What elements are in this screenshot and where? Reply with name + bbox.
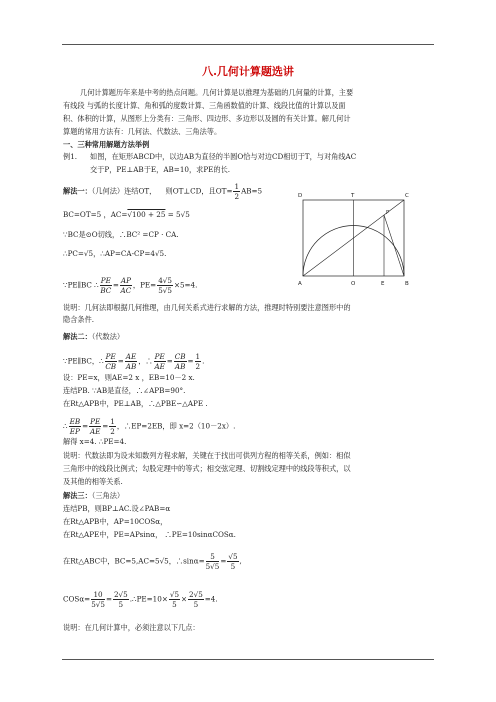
solution-2-note-1: 说明：代数法即为设未知数列方程求解，关键在于找出可供列方程的相等关系，例如：相似	[63, 451, 351, 460]
solution-3-line-1: 连结PB，则BP⊥AC.设∠PAB=α	[63, 504, 171, 513]
label-e: E	[381, 281, 385, 287]
solution-2-ratio: ∵PE∥BC，∴ $\frac{PE}{CB}$ = $\frac{AE}{AB}$ ，∴ $\frac{PE}{AE}$ = $\frac{CB}{AB}$ = $\frac{1}{2}$ .	[63, 352, 205, 371]
solution-3-line-2: 在Rt△APB中，AP=10COSα，	[63, 517, 168, 526]
solution-3-line-3: 在Rt△APE中，PE=APsinα， ∴PE=10sinαCOSα.	[63, 530, 236, 539]
section-heading: 一、三种常用解题方法举例	[63, 140, 150, 149]
solution-3-heading: 解法三：（三角法）	[63, 491, 125, 500]
page-title: 八.几何计算题选讲	[202, 65, 294, 78]
solution-2-similar: 在Rt△APB中，PE⊥AB，∴△PBE∽△APE .	[63, 399, 208, 408]
solution-1-pc: ∴PC=√5，∴AP=CA-CP=4√5.	[63, 249, 167, 258]
solution-1-pe: ∵PE∥BC ∴ $\frac{PE}{BC}$ = $\frac{AP}{AC}$ ，PE= $\frac{4√5}{5√5}$ ×5=4.	[63, 276, 198, 295]
solution-3-cos: COSα= $\frac{10}{5√5}$ = $\frac{2√5}{5}$ .∴PE=10× $\frac{√5}{5}$ × $\frac{2√5}{5}$ =4.	[63, 590, 218, 609]
example-line-1: 如图，在矩形ABCD中，以边AB为直径的半圆O恰与对边CD相切于T，与对角线AC	[90, 152, 357, 161]
solution-3-note: 说明：在几何计算中，必须注意以下几点：	[63, 623, 200, 632]
intro-line-4: 算题的常用方法有：几何法、代数法、三角法等。	[63, 127, 222, 136]
label-p: P	[386, 210, 390, 216]
solution-2-set: 设：PE=x，则AE=2 x ，EB=10－2 x.	[63, 373, 195, 382]
solution-2-heading: 解法二：（代数法）	[63, 332, 125, 341]
solution-2-label: 解法二：	[63, 332, 92, 341]
solution-1-ac: BC=OT=5 ，AC=√100 + 25 = 5√5	[63, 210, 190, 219]
solution-2-note-3: 及其他的相等关系.	[63, 477, 123, 486]
solution-2-ratio-2: ∴ $\frac{EB}{EP}$ = $\frac{PE}{AE}$ = $\frac{1}{2}$ ，∴EP=2EB，即 x=2（10－2x）.	[63, 417, 236, 436]
solution-1-label: 解法一：	[63, 186, 92, 196]
header-rule	[62, 44, 434, 45]
geometry-figure	[292, 188, 416, 290]
solution-2-note-2: 三角形中的线段比例式；勾股定理中的等式；相交弦定理、切割线定理中的线段等积式，以	[63, 464, 351, 473]
fraction-half: $\frac{1}{2}$	[234, 182, 240, 201]
segment-pb	[384, 215, 404, 276]
example-label: 例1.	[63, 152, 78, 161]
sqrt-expression: √100 + 25	[127, 210, 166, 219]
solution-1-note-2: 隐含条件.	[63, 315, 95, 324]
solution-3-label: 解法三：	[63, 491, 92, 500]
intro-line-3: 积、体积的计算，从图形上分类有：三角形、四边形、多边形以及圆的有关计算。解几何计	[63, 114, 351, 123]
intro-line-2: 有线段 与弧的长度计算、角和弧的度数计算、三角函数值的计算、线段比值的计算以及面	[63, 101, 346, 110]
intro-line-1: 几何计算题历年来是中考的热点问题。几何计算是以推理为基础的几何量的计算，主要	[80, 88, 354, 97]
solution-2-solve: 解得 x=4. ∴PE=4.	[63, 437, 127, 446]
solution-1-tangent: ∵BC是⊙O切线，∴BC² =CP · CA.	[63, 230, 179, 239]
example-line-2: 交于P，PE⊥AB于E，AB=10，求PE的长.	[90, 165, 231, 174]
footer-rule	[62, 659, 434, 660]
solution-1-note: 说明：几何法即根据几何推理，由几何关系式进行求解的方法，推理时特别要注意图形中的	[63, 303, 351, 312]
label-d: D	[298, 193, 303, 199]
label-c: C	[405, 193, 409, 199]
label-o: O	[351, 281, 356, 287]
label-t: T	[351, 193, 355, 199]
solution-3-sin: 在Rt△ABC中，BC=5,AC=5√5，∴sinα= $\frac{5}{5√5}$ = $\frac{√5}{5}$ ,	[63, 552, 242, 571]
solution-2-connect: 连结PB. ∵AB是直径，∴∠APB=90°.	[63, 386, 186, 395]
label-b: B	[405, 281, 409, 287]
label-a: A	[298, 281, 302, 287]
solution-1-line: 解法一：（几何法）连结OT， 则OT⊥CD，且OT= $\frac{1}{2}$ AB=5	[63, 182, 263, 201]
